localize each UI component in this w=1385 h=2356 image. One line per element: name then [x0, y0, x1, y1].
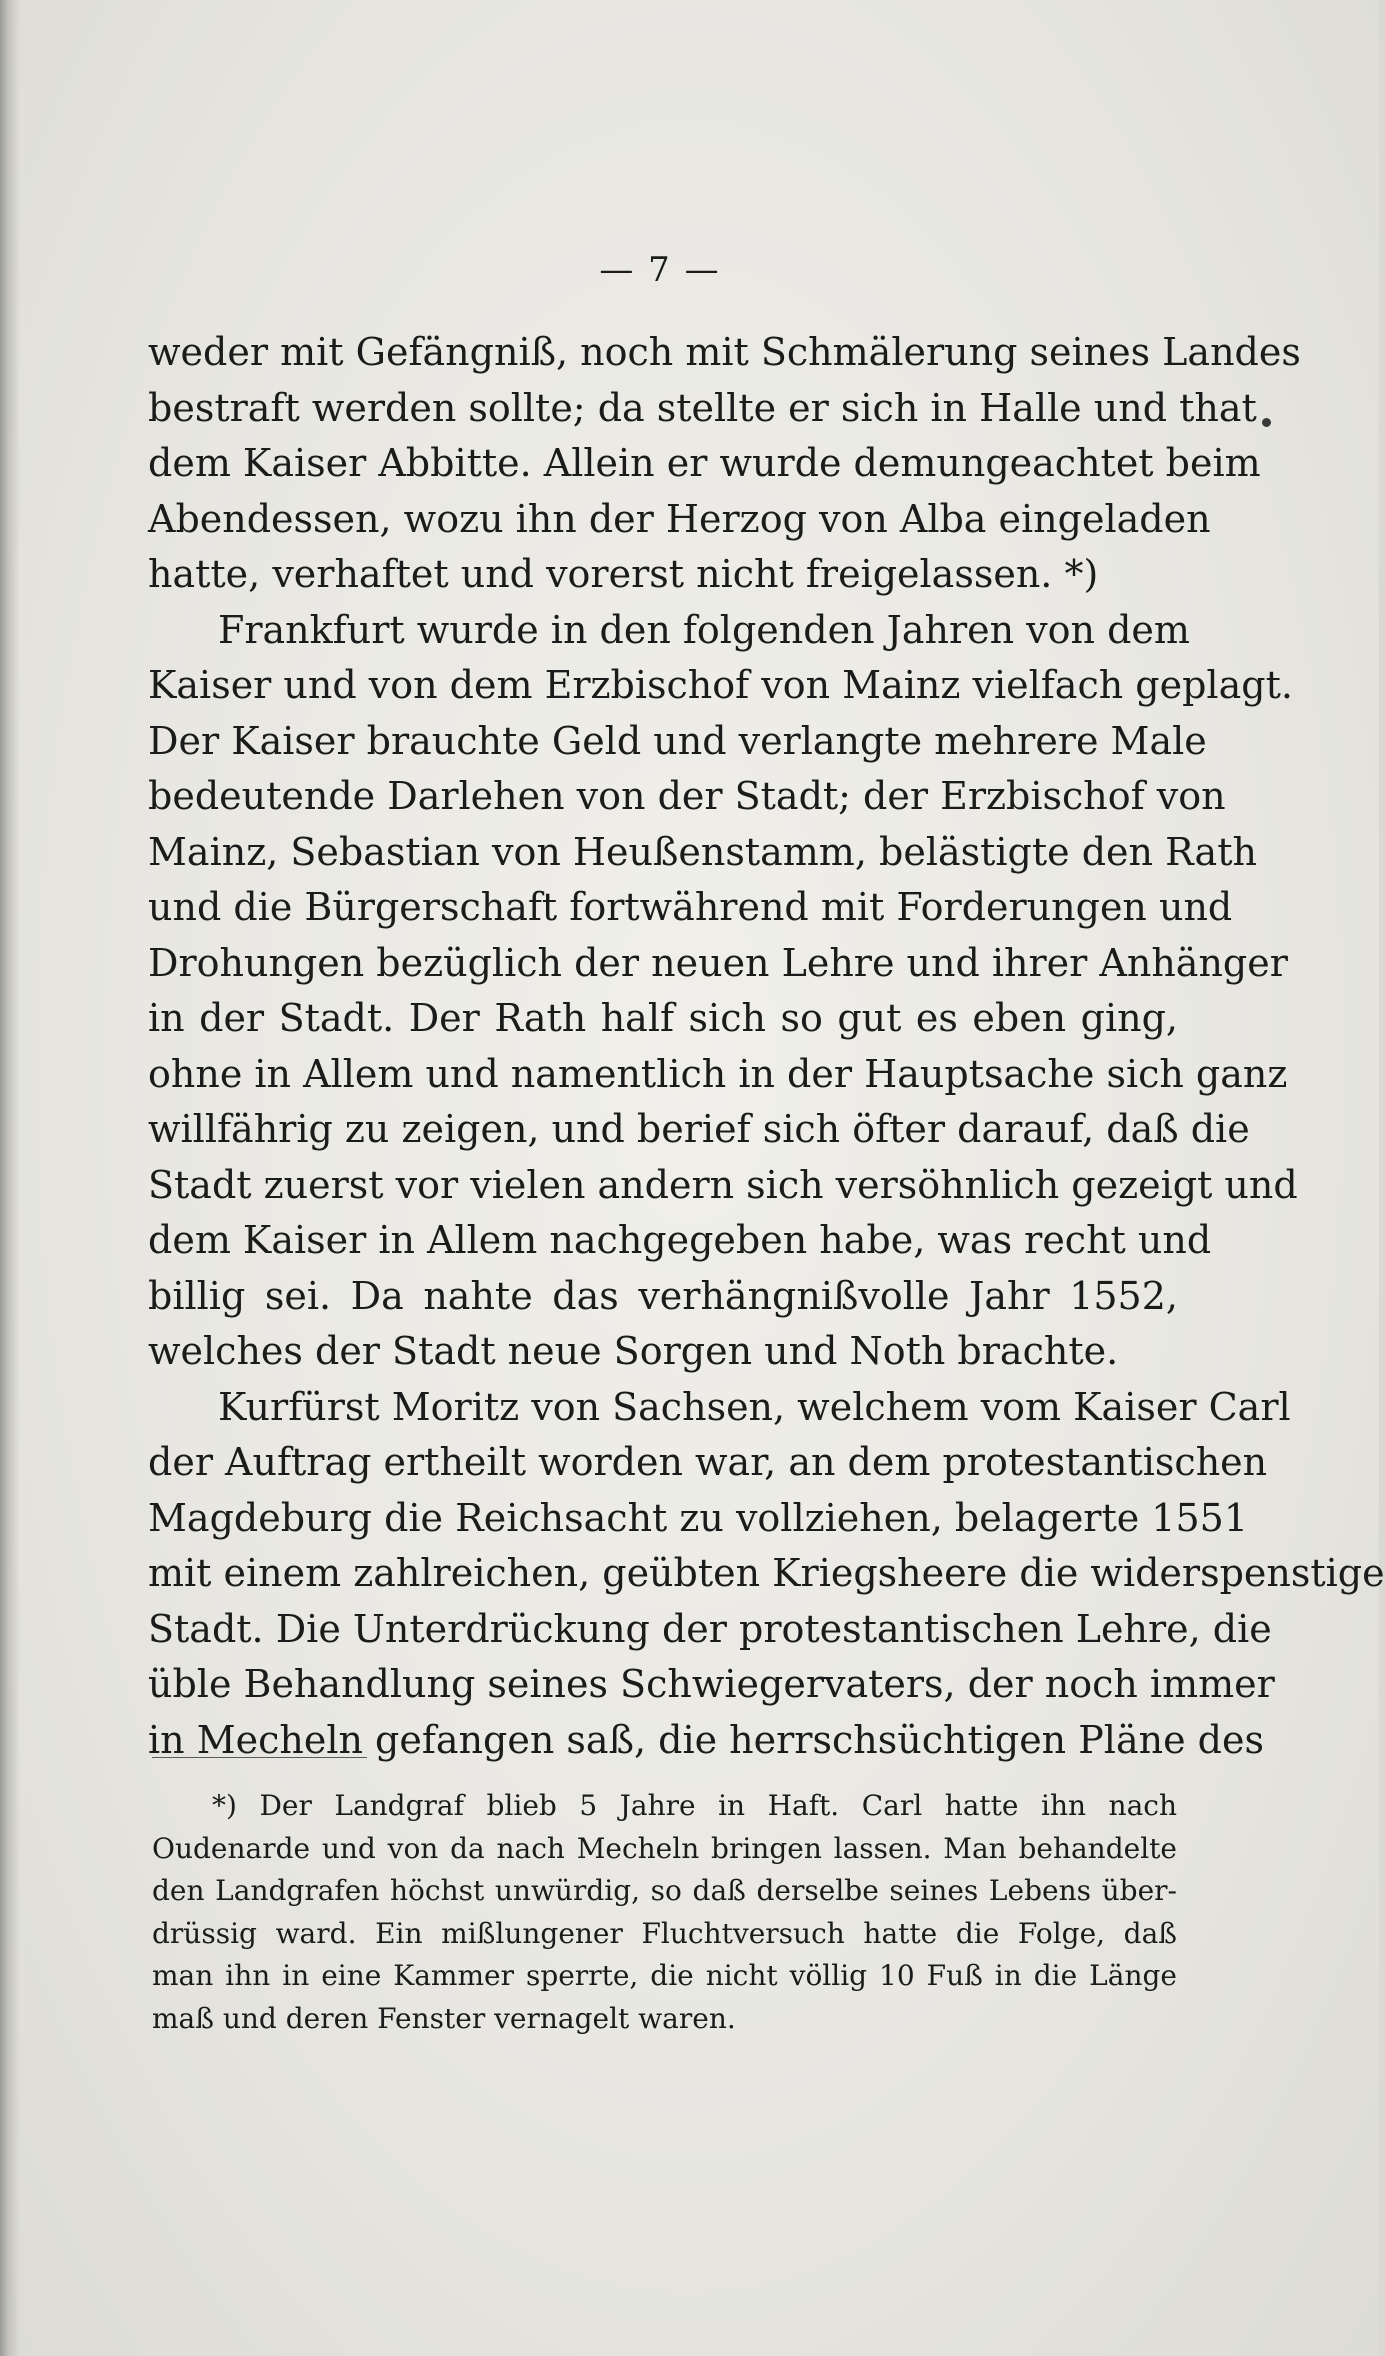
text-line: dem Kaiser in Allem nachgegeben habe, was recht und [148, 1218, 1212, 1262]
text-line: Mainz, Sebastian von Heußenstamm, belästigte den Rath [148, 829, 1257, 874]
text-line: bestraft werden sollte; da stellte er sich in Halle und that [148, 385, 1257, 430]
ink-speck [1262, 418, 1271, 427]
page-number: — 7 — [599, 250, 721, 290]
text-line: und die Bürgerschaft fortwährend mit Forderungen und [148, 885, 1233, 929]
text-line: üble Behandlung seines Schwiegervaters, der noch immer [148, 1662, 1275, 1706]
text-line: Stadt. Die Unterdrückung der protestantischen Lehre, die [148, 1606, 1272, 1651]
text-line: Magdeburg die Reichsacht zu vollziehen, belagerte 1551 [148, 1495, 1249, 1540]
footnote-line: den Landgrafen höchst unwürdig, so daß derselbe seines Lebens über- [152, 1874, 1177, 1907]
text-line: bedeutende Darlehen von der Stadt; der Erzbischof von [148, 774, 1226, 818]
text-line: in Mecheln gefangen saß, die herrschsüchtigen Pläne des [148, 1717, 1264, 1762]
footnote-line: Oudenarde und von da nach Mecheln bringen lassen. Man behandelte [152, 1831, 1177, 1865]
text-line: hatte, verhaftet und vorerst nicht freigelassen. *) [148, 552, 1099, 596]
footnote-line: man ihn in eine Kammer sperrte, die nicht völlig 10 Fuß in die Länge [152, 1959, 1177, 1992]
footnote-line: maß und deren Fenster vernagelt waren. [152, 2001, 736, 2035]
binding-shadow [0, 0, 20, 2356]
text-line: dem Kaiser Abbitte. Allein er wurde demungeachtet beim [148, 441, 1261, 485]
text-line: Frankfurt wurde in den folgenden Jahren von dem [218, 607, 1190, 652]
footnote-line: *) Der Landgraf blieb 5 Jahre in Haft. Carl hatte ihn nach [212, 1789, 1177, 1822]
text-line: willfährig zu zeigen, und berief sich öfter darauf, daß die [148, 1107, 1250, 1151]
footnote [152, 1785, 1177, 2040]
text-line: Der Kaiser brauchte Geld und verlangte mehrere Male [148, 718, 1207, 763]
text-line: mit einem zahlreichen, geübten Kriegsheere die widerspenstige [148, 1551, 1385, 1595]
text-line: welches der Stadt neue Sorgen und Noth brachte. [148, 1329, 1119, 1373]
text-line: Kaiser und von dem Erzbischof von Mainz vielfach geplagt. [148, 663, 1293, 707]
text-line: der Auftrag ertheilt worden war, an dem protestantischen [148, 1440, 1268, 1484]
text-line: weder mit Gefängniß, noch mit Schmälerung seines Landes [148, 330, 1301, 374]
footnote-line: drüssig ward. Ein mißlungener Fluchtversuch hatte die Folge, daß [152, 1916, 1177, 1950]
text-line: ohne in Allem und namentlich in der Hauptsache sich ganz [148, 1051, 1288, 1096]
text-line: Kurfürst Moritz von Sachsen, welchem vom Kaiser Carl [218, 1384, 1291, 1429]
text-line: Abendessen, wozu ihn der Herzog von Alba eingeladen [148, 496, 1211, 541]
text-line: Drohungen bezüglich der neuen Lehre und ihrer Anhänger [148, 940, 1288, 985]
text-line: billig sei. Da nahte das verhängnißvolle Jahr 1552, [148, 1273, 1178, 1318]
text-line: Stadt zuerst vor vielen andern sich versöhnlich gezeigt und [148, 1162, 1298, 1207]
footnote-divider [152, 1757, 367, 1758]
text-line: in der Stadt. Der Rath half sich so gut es eben ging, [148, 996, 1178, 1040]
body-text [148, 325, 1385, 1768]
